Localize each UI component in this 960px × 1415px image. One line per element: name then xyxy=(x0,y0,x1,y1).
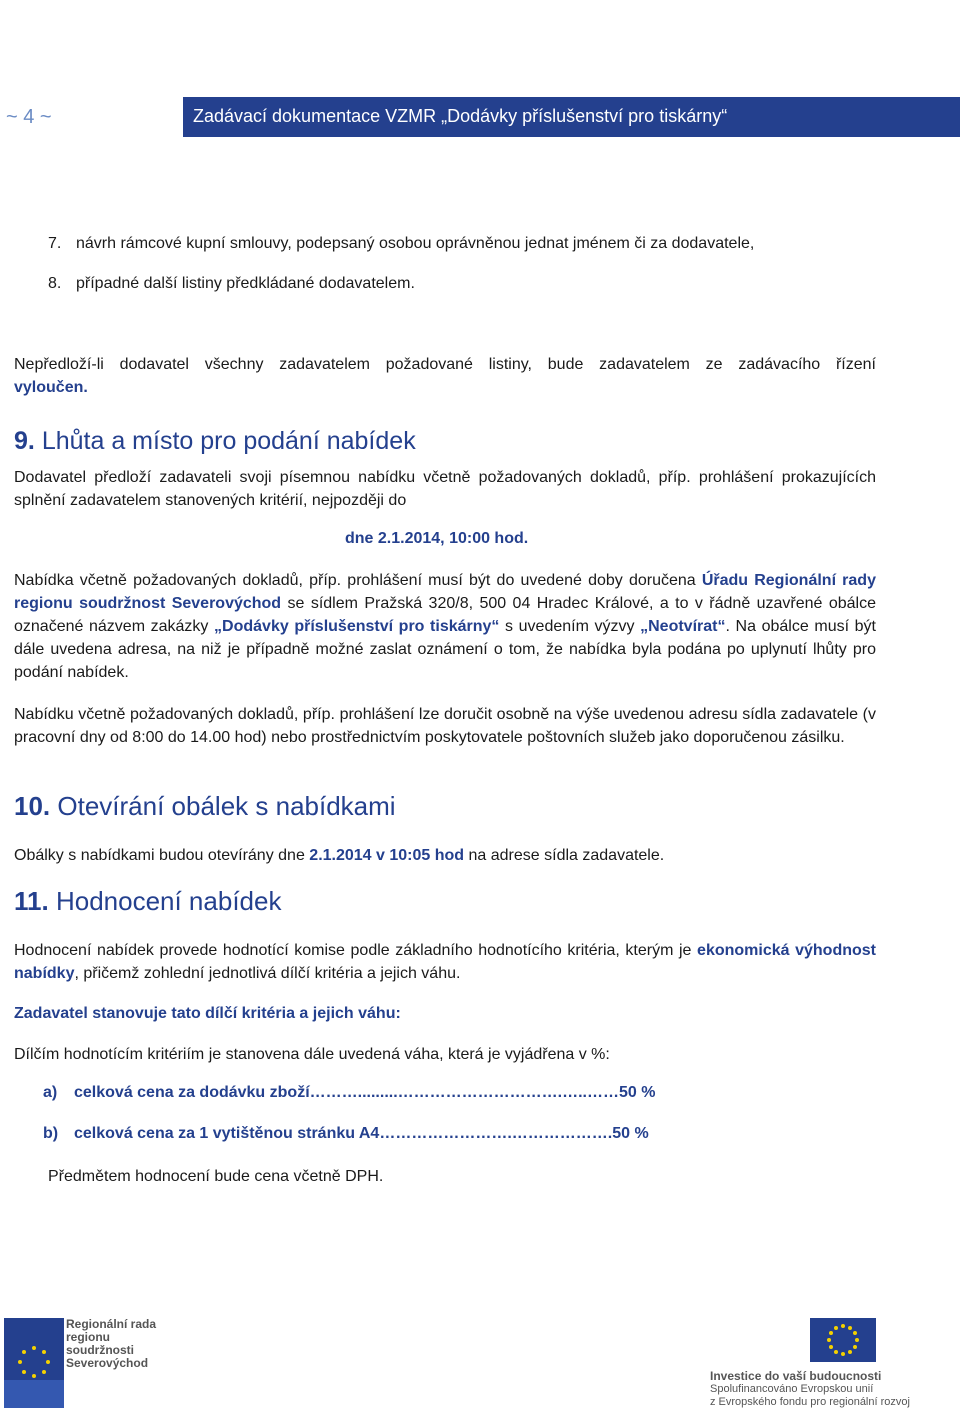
do-not-open-label: „Neotvírat“ xyxy=(640,618,726,635)
section-9-intro: Dodavatel předloží zadavateli svoji písemnou nabídku včetně požadovaných dokladů, příp. prohlášení prokazujících splnění zadavatelem stanovených kritérií, nejpozději do xyxy=(14,469,876,509)
regional-council-logo xyxy=(4,1318,174,1408)
criteria-subheading: Zadavatel stanovuje tato dílčí kritéria a jejich váhu: xyxy=(14,1005,401,1022)
list-item-number: 7. xyxy=(48,235,62,252)
deadline: dne 2.1.2014, 10:00 hod. xyxy=(345,530,529,547)
list-item xyxy=(48,272,415,295)
section-9-heading: 9. Lhůta a místo pro podání nabídek xyxy=(14,427,416,455)
eu-flag-icon xyxy=(810,1318,876,1362)
section-11-paragraph: Hodnocení nabídek provede hodnotící komise podle základního hodnotícího kritéria, kterým je ekonomická výhodnost nabídky, přičemž zohlední jednotlivá dílčí kritéria a jejich váhu. xyxy=(14,942,876,982)
page-number: ~ 4 ~ xyxy=(6,106,52,128)
section-10-text: Obálky s nabídkami budou otevírány dne 2.1.2014 v 10:05 hod na adrese sídla zadavatele. xyxy=(14,847,665,864)
section-9-delivery-paragraph: Nabídka včetně požadovaných dokladů, příp. prohlášení musí být do uvedené doby doručena Úřadu Regionální rady regionu soudržnost Severovýchod se sídlem Pražská 320/8, 500 04 Hradec Králové, a to v řádně uzavřené obálce označené názvem zakázky „Dodávky příslušenství pro tiskárny“ s uvedením výzvy „Neotvírat“. Na obálce musí být dále uvedena adresa, na niž je případně možné zaslat oznámení o tom, že nabídka byla podána po uplynutí lhůty pro podání nabídek. xyxy=(14,572,877,681)
list-item-text: případné další listiny předkládané dodavatelem. xyxy=(76,275,415,292)
eu-logo-text: Investice do vaší budoucnosti Spolufinancováno Evropskou unií z Evropského fondu pro regionální rozvoj xyxy=(710,1369,910,1408)
main-criterion: ekonomická výhodnost nabídky xyxy=(14,942,876,982)
list-item-text: návrh rámcové kupní smlouvy, podepsaný osobou oprávněnou jednat jménem či za dodavatele, xyxy=(76,235,755,252)
office-name: Úřadu Regionální rady regionu soudržnost Severovýchod xyxy=(14,572,876,612)
exclusion-paragraph: Nepředloží-li dodavatel všechny zadavatelem požadované listiny, bude zadavatelem ze zadávacího řízení xyxy=(14,356,876,373)
document-title: Zadávací dokumentace VZMR „Dodávky příslušenství pro tiskárny“ xyxy=(193,106,728,126)
header-bar xyxy=(183,97,960,137)
section-11-heading: 11. Hodnocení nabídek xyxy=(14,886,282,916)
criterion-item: b) celková cena za 1 vytištěnou stránku A4…………………….……………….50 % xyxy=(43,1125,649,1142)
section-10-heading: 10. Otevírání obálek s nabídkami xyxy=(14,791,396,821)
eu-flag-small-icon xyxy=(4,1318,64,1408)
regional-council-text: Regionální rada regionu soudržnosti Severovýchod xyxy=(66,1317,157,1370)
list-item-number: 8. xyxy=(48,275,62,292)
weights-paragraph: Dílčím hodnotícím kritériím je stanovena dále uvedená váha, která je vyjádřena v %: xyxy=(14,1046,610,1063)
evaluation-note: Předmětem hodnocení bude cena včetně DPH. xyxy=(48,1168,384,1185)
contract-title: „Dodávky příslušenství pro tiskárny“ xyxy=(214,618,500,635)
opening-date: 2.1.2014 v 10:05 hod xyxy=(309,847,465,864)
exclusion-emphasis: vyloučen. xyxy=(14,379,88,396)
criterion-item: a) celková cena za dodávku zboží……….........………………………….…..……50 % xyxy=(43,1084,656,1101)
eu-logo xyxy=(670,1318,960,1410)
section-9-personal-delivery: Nabídku včetně požadovaných dokladů, příp. prohlášení lze doručit osobně na výše uvedenou adresu sídla zadavatele (v pracovní dny od 8:00 do 14.00 hod) nebo prostřednictvím poskytovatele poštovních služeb jako doporučenou zásilku. xyxy=(14,706,876,746)
list-item xyxy=(48,232,754,255)
